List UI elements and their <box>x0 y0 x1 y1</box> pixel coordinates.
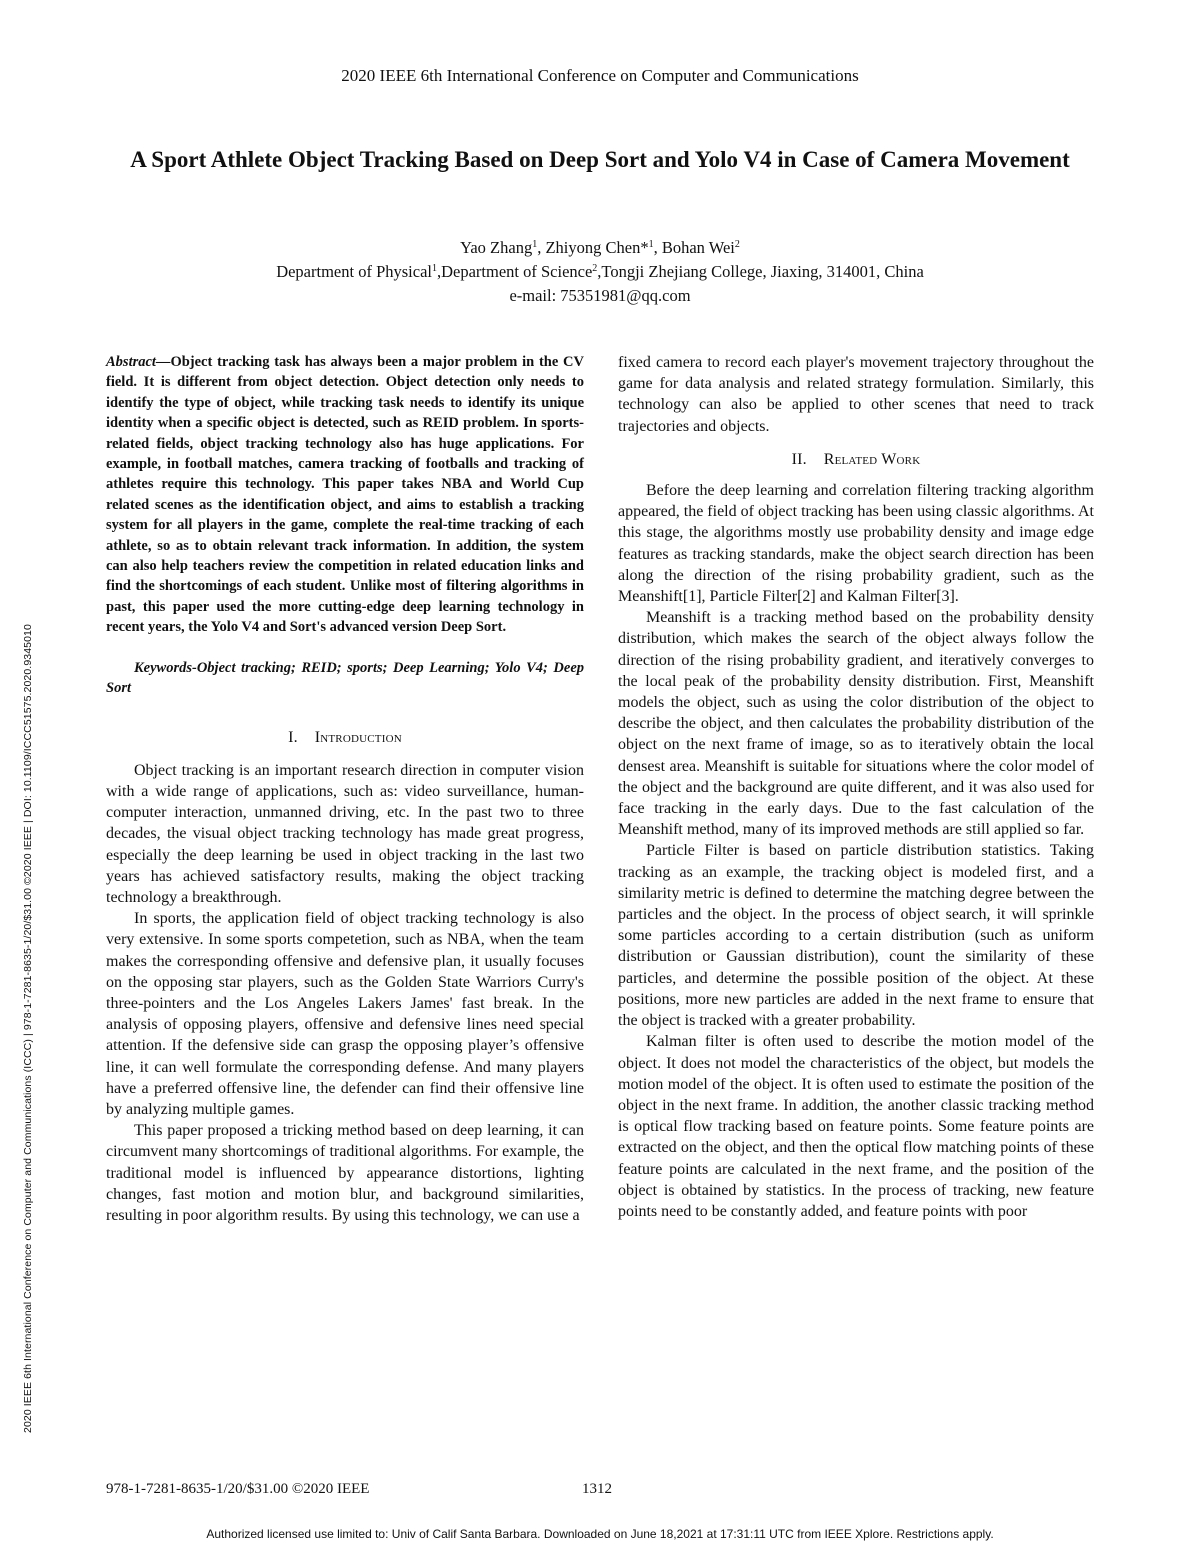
institution-address: ,Tongji Zhejiang College, Jiaxing, 314001, China <box>597 262 924 281</box>
paragraph-continued: fixed camera to record each player's movement trajectory throughout the game for data analysis and related strategy formulation. Similarly, this technology can also be applied to other scenes that need to track trajectories and objects. <box>618 354 1094 435</box>
abstract <box>106 352 584 638</box>
side-citation-strip: 2020 IEEE 6th International Conference on Computer and Communications (ICCC) | 978-1-7281-8635-1/20/$31.00 ©2020 IEEE | DOI: 10.1109/ICCC51575.2020.9345010 <box>22 624 34 1433</box>
paragraph: Meanshift is a tracking method based on the probability density distribution, which makes the search of the object always follow the direction of the rising probability gradient, and iteratively converges to the local peak of the probability density distribution. First, Meanshift models the object, such as using the color distribution of the object to describe the object, and then calculates the probability distribution of the object on the next frame of image, so as to iteratively obtain the local densest area. Meanshift is suitable for situations where the color model of the object and the background are quite different, and it was also used for face tracking in the early days. Due to the fast calculation of the Meanshift method, many of its improved methods are still applied so far. <box>618 609 1094 839</box>
paragraph: Object tracking is an important research direction in computer vision with a wide range of applications, such as: video surveillance, human-computer interaction, unmanned driving, etc. In the past two to three decades, the visual object tracking technology has made great progress, especially the deep learning be used in object tracking in the last two years has achieved satisfactory results, making the object tracking technology a breakthrough. <box>106 761 584 906</box>
department-name: Department of Physical <box>276 262 432 281</box>
affiliation-mark: 2 <box>592 263 598 274</box>
keywords: Keywords-Object tracking; REID; sports; Deep Learning; Yolo V4; Deep Sort <box>106 659 584 697</box>
affiliation <box>0 262 1200 282</box>
author-affiliation-mark: 2 <box>734 239 740 250</box>
license-notice: Authorized licensed use limited to: Univ of Calif Santa Barbara. Downloaded on June 18,2021 at 17:31:11 UTC from IEEE Xplore. Restrictions apply. <box>206 1527 994 1541</box>
section-number: I. <box>288 728 298 746</box>
section-title: Related Work <box>823 450 921 468</box>
left-column <box>106 352 584 1226</box>
right-column <box>618 352 1094 1222</box>
paragraph: This paper proposed a tricking method based on deep learning, it can circumvent many shortcomings of traditional algorithms. For example, the traditional model is influenced by appearance distortions, lighting changes, fast motion and motion blur, and background similarities, resulting in poor algorithm results. By using this technology, we can use a <box>106 1122 584 1224</box>
author-name: Bohan Wei <box>661 238 735 257</box>
paragraph: Particle Filter is based on particle distribution statistics. Taking tracking as an example, the tracking object is modeled first, and a similarity metric is defined to determine the matching degree between the particles and the object. In the process of object search, it will sprinkle some particles according to a certain distribution (such as uniform distribution or Gaussian distribution), count the similarity of these particles, and determine the possible position of the object. At these positions, more new particles are added in the next frame to ensure that the object is tracked with a greater probability. <box>618 842 1094 1030</box>
section-number: II. <box>791 450 807 468</box>
author-affiliation-mark: 1 <box>532 239 538 250</box>
paragraph: In sports, the application field of object tracking technology is also very extensive. In some sports competetion, such as NBA, when the team makes the corresponding offensive and defensive plan, it usually focuses on the opposing star players, such as the Golden State Warriors Curry's three-pointers and the Los Angeles Lakers James' fast break. In the analysis of opposing players, offensive and defensive lines need special attention. If the defensive side can grasp the opposing player’s offensive line, it can well formulate the corresponding defense. And many players have a preferred offensive line, the defender can find their offensive line by analyzing multiple games. <box>106 910 584 1118</box>
author-separator: , <box>537 238 546 257</box>
abstract-label: Abstract— <box>106 354 171 370</box>
paragraph: Before the deep learning and correlation filtering tracking algorithm appeared, the field of object tracking has been using classic algorithms. At this stage, the algorithms mostly use probability density and image edge features as tracking standards, make the object search direction has been along the direction of the rising probability gradient, such as the Meanshift[1], Particle Filter[2] and Kalman Filter[3]. <box>618 482 1094 606</box>
affiliation-mark: 1 <box>431 263 437 274</box>
section-heading-introduction <box>106 727 584 748</box>
conference-header: 2020 IEEE 6th International Conference on Computer and Communications <box>341 66 859 85</box>
section-title: Introduction <box>314 728 402 746</box>
footer-isbn: 978-1-7281-8635-1/20/$31.00 ©2020 IEEE <box>106 1481 370 1497</box>
author-separator: , <box>653 238 662 257</box>
contact-email: e-mail: 75351981@qq.com <box>509 286 691 305</box>
author-name: Zhiyong Chen* <box>545 238 649 257</box>
abstract-text: Object tracking task has always been a major problem in the CV field. It is different from object detection. Object detection only needs to identify the type of object, while tracking task needs to identify its unique identity when a specific object is detected, such as REID problem. In sports-related fields, object tracking technology also has huge applications. For example, in football matches, camera tracking of footballs and tracking of athletes require this technology. This paper takes NBA and World Cup related scenes as the identification object, and aims to establish a tracking system for all players in the game, complete the real-time tracking of each athlete, so as to obtain relevant track information. In addition, the system can also help teachers review the competition in related education links and find the shortcomings of each student. Unlike most of filtering algorithms in past, this paper used the more cutting-edge deep learning technology in recent years, the Yolo V4 and Sort's advanced version Deep Sort. <box>106 354 584 636</box>
author-name: Yao Zhang <box>460 238 533 257</box>
page-number: 1312 <box>582 1481 612 1497</box>
author-list <box>0 238 1200 258</box>
section-heading-related-work <box>618 449 1094 470</box>
department-name: ,Department of Science <box>436 262 593 281</box>
author-affiliation-mark: 1 <box>648 239 654 250</box>
paragraph: Kalman filter is often used to describe the motion model of the object. It does not model the characteristics of the object, but models the motion model of the object. It is often used to estimate the position of the object in the next frame. In addition, the another classic tracking method is optical flow tracking based on feature points. Some feature points are extracted on the object, and then the optical flow matching points of these feature points are calculated in the next frame, and the position of the object is obtained by statistics. In the process of tracking, new feature points need to be constantly added, and feature points with poor <box>618 1033 1094 1220</box>
paper-title: A Sport Athlete Object Tracking Based on Deep Sort and Yolo V4 in Case of Camera Movement <box>130 147 1070 172</box>
